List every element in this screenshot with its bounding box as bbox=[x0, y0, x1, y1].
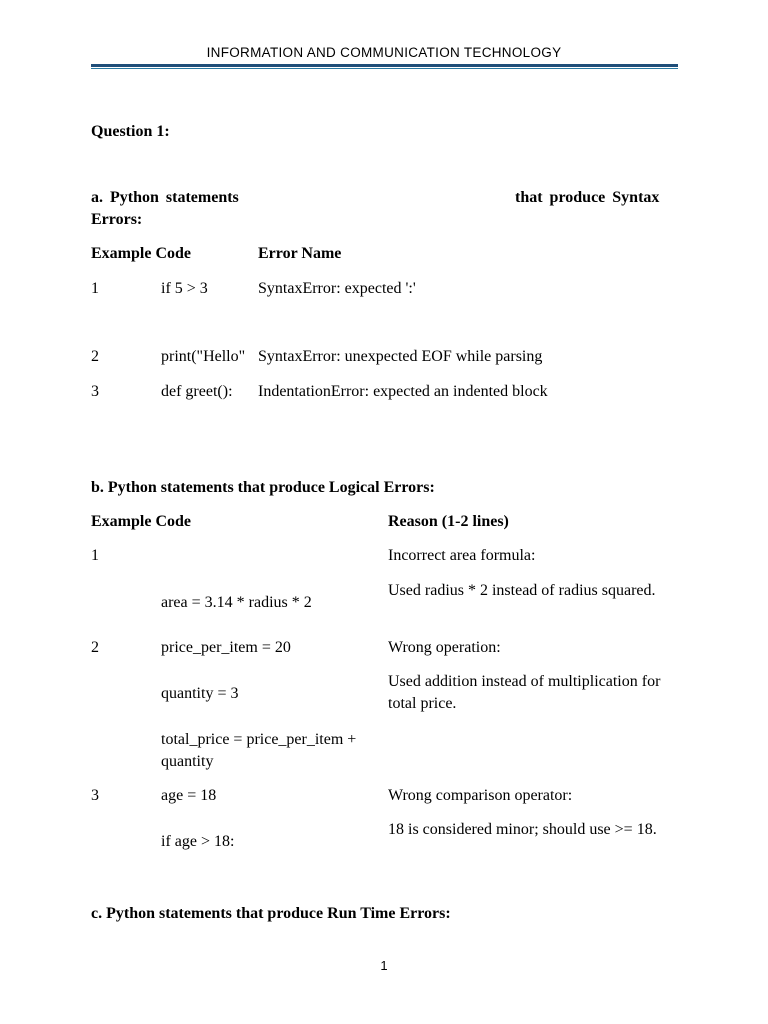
section-a-heading-cont: Errors: bbox=[91, 211, 143, 228]
section-a-heading-right: that produce Syntax bbox=[515, 189, 660, 206]
code-line: quantity = 3 bbox=[161, 685, 239, 702]
section-c-heading: c. Python statements that produce Run Time Errors: bbox=[91, 905, 451, 922]
row-number: 3 bbox=[91, 787, 99, 804]
error-cell: SyntaxError: expected ':' bbox=[258, 280, 416, 297]
col-header-error-name: Error Name bbox=[258, 245, 342, 262]
section-b-heading: b. Python statements that produce Logical Errors: bbox=[91, 479, 435, 496]
reason-title: Wrong operation: bbox=[388, 639, 501, 656]
col-header-example-code: Example Code bbox=[91, 513, 191, 530]
header-title: INFORMATION AND COMMUNICATION TECHNOLOGY bbox=[206, 45, 562, 60]
header-rule-thick bbox=[91, 64, 678, 67]
row-number: 1 bbox=[91, 547, 99, 564]
row-number: 2 bbox=[91, 348, 99, 365]
question-title: Question 1: bbox=[91, 123, 170, 140]
page-number: 1 bbox=[380, 958, 388, 973]
row-number: 2 bbox=[91, 639, 99, 656]
header-rule-thin bbox=[91, 68, 678, 69]
code-line: if age > 18: bbox=[161, 833, 235, 850]
section-a-heading-left: a. Python statements bbox=[91, 189, 239, 206]
code-line: area = 3.14 * radius * 2 bbox=[161, 594, 312, 611]
error-cell: SyntaxError: unexpected EOF while parsing bbox=[258, 348, 543, 365]
code-line: total_price = price_per_item + quantity bbox=[161, 731, 357, 770]
reason-detail: 18 is considered minor; should use >= 18. bbox=[388, 821, 657, 838]
code-cell: def greet(): bbox=[161, 383, 233, 400]
error-cell: IndentationError: expected an indented block bbox=[258, 383, 548, 400]
code-line: age = 18 bbox=[161, 787, 217, 804]
reason-detail: Used addition instead of multiplication for total price. bbox=[388, 673, 661, 712]
reason-detail: Used radius * 2 instead of radius squared. bbox=[388, 582, 656, 599]
reason-title: Wrong comparison operator: bbox=[388, 787, 573, 804]
reason-title: Incorrect area formula: bbox=[388, 547, 536, 564]
code-cell: if 5 > 3 bbox=[161, 280, 208, 297]
col-header-example-code: Example Code bbox=[91, 245, 191, 262]
row-number: 3 bbox=[91, 383, 99, 400]
code-line: price_per_item = 20 bbox=[161, 639, 291, 656]
col-header-reason: Reason (1-2 lines) bbox=[388, 513, 509, 530]
code-cell: print("Hello" bbox=[161, 348, 246, 365]
row-number: 1 bbox=[91, 280, 99, 297]
